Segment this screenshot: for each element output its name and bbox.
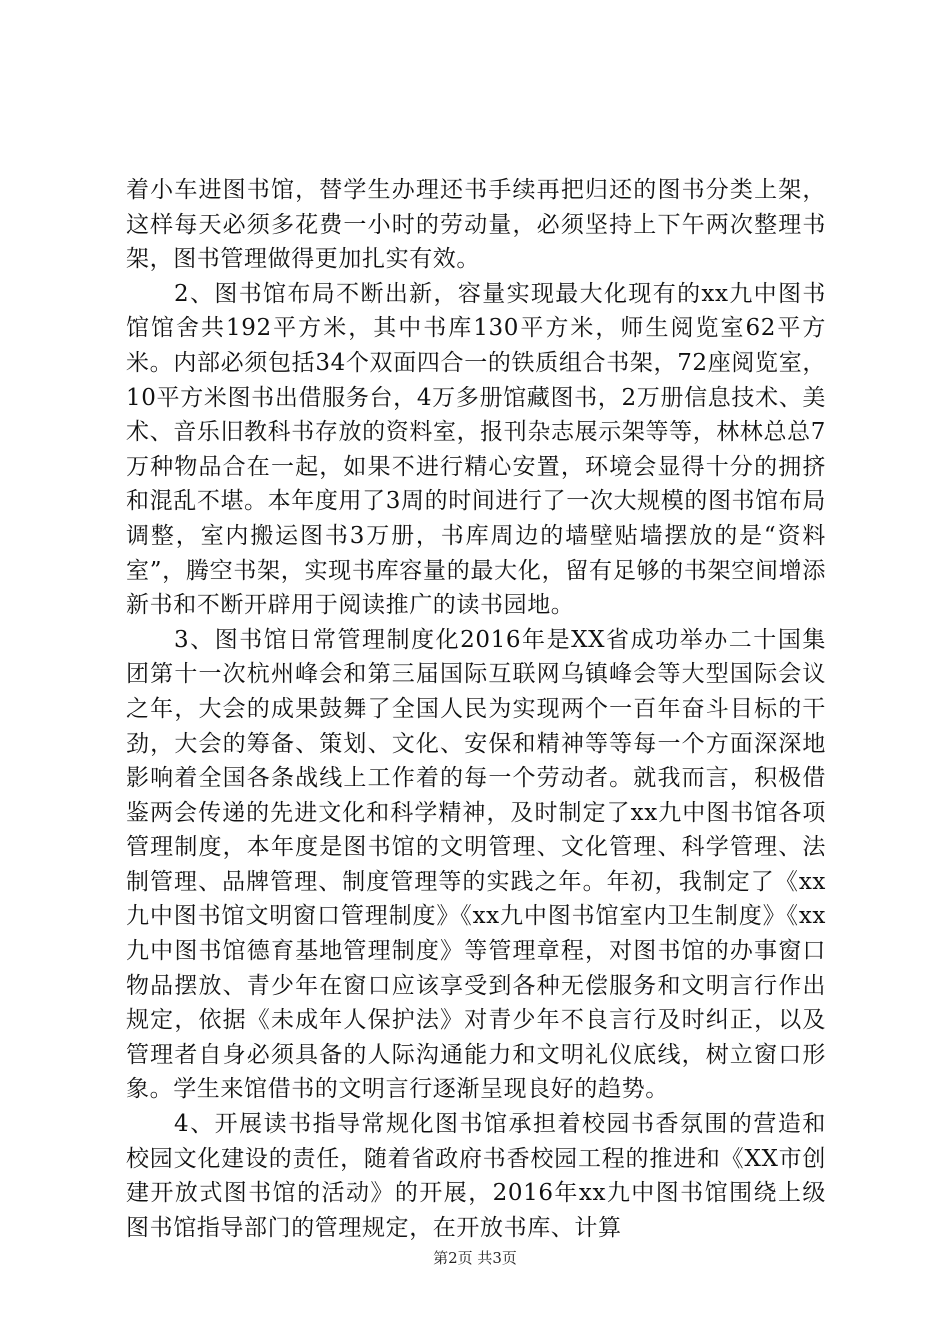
- body-text: [126, 173, 826, 1245]
- paragraph-continuation: 着小车进图书馆，替学生办理还书手续再把归还的图书分类上架，这样每天必须多花费一小时的劳动量，必须坚持上下午两次整理书架，图书管理做得更加扎实有效。: [126, 177, 826, 273]
- page-footer: 第2页 共3页: [433, 1249, 517, 1267]
- paragraph-library-layout: 2、图书馆布局不断出新，容量实现最大化现有的xx九中图书馆馆舍共192平方米，其中书库130平方米，师生阅览室62平方米。内部必须包括34个双面四合一的铁质组合书架，72座阅览室，10平方米图书出借服务台，4万多册馆藏图书，2万册信息技术、美术、音乐旧教科书存放的资料室，报刊杂志展示架等等，林林总总7万种物品合在一起，如果不进行精心安置，环境会显得十分的拥挤和混乱不堪。本年度用了3周的时间进行了一次大规模的图书馆布局调整，室内搬运图书3万册，书库周边的墙壁贴墙摆放的是“资料室”，腾空书架，实现书库容量的最大化，留有足够的书架空间增添新书和不断开辟用于阅读推广的读书园地。: [126, 280, 826, 619]
- paragraph-reading-guidance: 4、开展读书指导常规化图书馆承担着校园书香氛围的营造和校园文化建设的责任，随着省政府书香校园工程的推进和《XX市创建开放式图书馆的活动》的开展，2016年xx九中图书馆围绕上级图书馆指导部门的管理规定，在开放书库、计算: [126, 1111, 826, 1241]
- paragraph-management-system: 3、图书馆日常管理制度化2016年是XX省成功举办二十国集团第十一次杭州峰会和第三届国际互联网乌镇峰会等大型国际会议之年，大会的成果鼓舞了全国人民为实现两个一百年奋斗目标的干劲，大会的筹备、策划、文化、安保和精神等等每一个方面深深地影响着全国各条战线上工作着的每一个劳动者。就我而言，积极借鉴两会传递的先进文化和科学精神，及时制定了xx九中图书馆各项管理制度，本年度是图书馆的文明管理、文化管理、科学管理、法制管理、品牌管理、制度管理等的实践之年。年初，我制定了《xx九中图书馆文明窗口管理制度》《xx九中图书馆室内卫生制度》《xx九中图书馆德育基地管理制度》等管理章程，对图书馆的办事窗口物品摆放、青少年在窗口应该享受到各种无偿服务和文明言行作出规定，依据《未成年人保护法》对青少年不良言行及时纠正，以及管理者自身必须具备的人际沟通能力和文明礼仪底线，树立窗口形象。学生来馆借书的文明言行逐渐呈现良好的趋势。: [126, 626, 826, 1103]
